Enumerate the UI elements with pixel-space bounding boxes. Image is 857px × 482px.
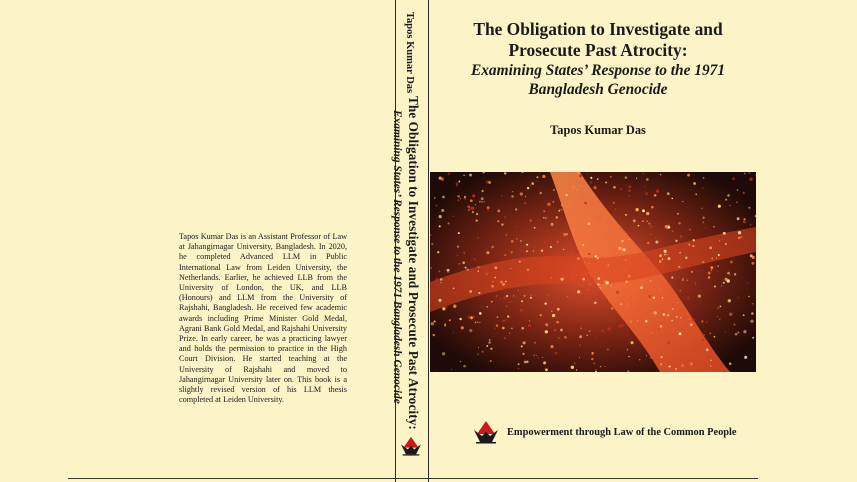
spine-subtitle: Examining States’ Response to the 1971 Bangladesh Genocide (391, 110, 403, 404)
spine-author: Tapos Kumar Das (404, 12, 415, 94)
front-author: Tapos Kumar Das (550, 123, 646, 137)
subtitle-line-2: Bangladesh Genocide (528, 81, 668, 98)
front-title-block (430, 19, 766, 99)
crowd-candlelight-photo (430, 172, 756, 372)
publisher-tagline: Empowerment through Law of the Common People (507, 426, 737, 438)
author-bio: Tapos Kumar Das is an Assistant Professor of Law at Jahangirnagar University, Bangladesh. In 2020, he completed Advanced LLM in Public International Law from Leiden University, the Netherlands. Earlier, he achieved LLB from the University of London, the UK, and LLB (Honours) and LLM from the University of Rajshahi, Bangladesh. He received few academic awards including Prime Minister Gold Medal, Agrani Bank Gold Medal, and Rajshahi University Prize. In early career, he was a practicing lawyer and holds the permission to practice in the High Court Division. He started teaching at the University of Rajshahi and moved to Jahangirnagar University later on. This book is a slightly revised version of his LLM thesis completed at Leiden University. (179, 232, 347, 405)
spine-title: The Obligation to Investigate and Prosecute Past Atrocity: (406, 96, 421, 430)
bottom-rule (68, 478, 758, 479)
spine-right-edge (428, 0, 429, 482)
publisher-logo-icon (472, 419, 500, 445)
title-line-1: The Obligation to Investigate and (473, 19, 723, 39)
publisher-logo-icon (399, 436, 423, 456)
subtitle-line-1: Examining States’ Response to the 1971 (470, 62, 726, 79)
publisher-block (472, 418, 737, 446)
title-line-2: Prosecute Past Atrocity: (508, 40, 688, 60)
